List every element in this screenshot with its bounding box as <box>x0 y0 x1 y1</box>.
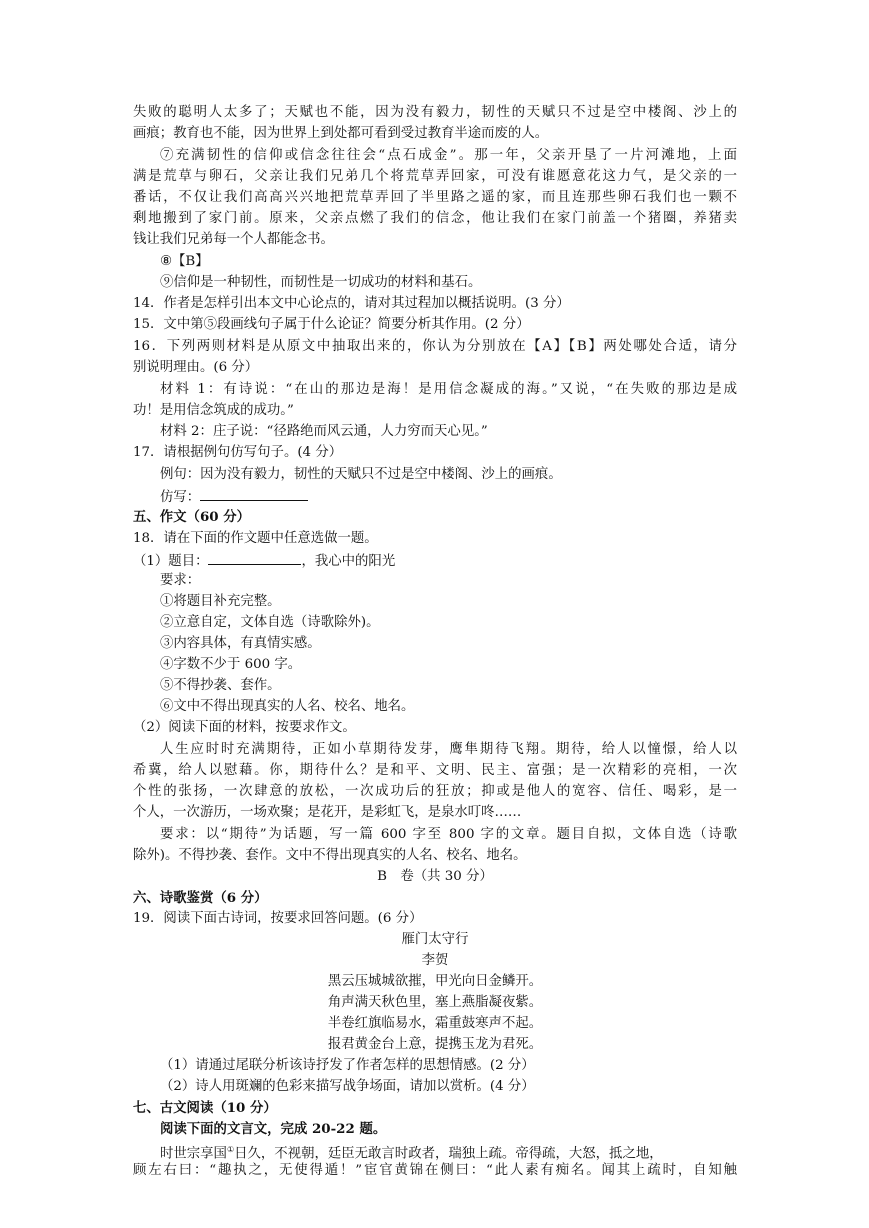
question-19: 19．阅读下面古诗词，按要求回答问题。(6 分） <box>133 911 423 926</box>
requirements-label: 要求： <box>160 573 201 588</box>
topic-2: （2）阅读下面的材料，按要求作文。 <box>133 720 356 735</box>
classical-text-b: 日久，不视朝，廷臣无敢言时政者，瑞独上疏。帝得疏，大怒，抵之地， <box>234 1146 663 1162</box>
section-heading-classical: 七、古文阅读（10 分） <box>133 1100 277 1116</box>
composition-material-line: 希冀，给人以慰藉。你，期待什么？是和平、文明、民主、富强；是一次精彩的亮相，一次 <box>133 763 737 778</box>
composition-requirement: 要求：以“期待”为话题，写一篇 600 字至 800 字的文章。题目自拟，文体自选（诗歌 <box>160 827 737 842</box>
topic-1-suffix: ，我心中的阳光 <box>301 554 396 569</box>
section-heading-poetry: 六、诗歌鉴赏（6 分） <box>133 890 268 906</box>
requirement-item: ④字数不少于 600 字。 <box>160 657 302 672</box>
paragraph-7-line: 番话，不仅让我们高高兴兴地把荒草弄回了半里路之遥的家，而且连那些卵石我们也一颗不 <box>133 190 737 205</box>
imitate-answer-blank[interactable] <box>200 486 308 501</box>
composition-requirement-line: 除外)。不得抄袭、套作。文中不得出现真实的人名、校名、地名。 <box>133 848 527 863</box>
poem-title: 雁门太守行 <box>401 932 469 947</box>
material-2: 材料 2：庄子说：“径路绝而风云通，人力穷而天心见。” <box>160 424 488 439</box>
paragraph-9: ⑨信仰是一种韧性，而韧性是一切成功的材料和基石。 <box>160 275 482 290</box>
poem-line: 黑云压城城欲摧，甲光向日金鳞开。 <box>327 974 543 989</box>
paragraph-7: ⑦充满韧性的信仰或信念往往会“点石成金”。那一年，父亲开垦了一片河滩地，上面 <box>160 148 737 163</box>
requirement-item: ⑥文中不得出现真实的人名、校名、地名。 <box>160 699 415 714</box>
footnote-marker: ① <box>226 1145 235 1154</box>
question-16-line: 别说明理由。(6 分） <box>133 360 259 375</box>
paragraph-7-line: 钱让我们兄弟每一个人都能念书。 <box>133 232 334 247</box>
imitate-line <box>160 486 308 508</box>
requirement-item: ②立意自定，文体自选（诗歌除外)。 <box>160 615 380 630</box>
topic-1 <box>133 550 395 572</box>
topic-1-prefix: （1）题目： <box>133 554 209 569</box>
requirement-item: ③内容具体，有真情实感。 <box>160 636 321 651</box>
paragraph-8-placeholder: ⑧【B】 <box>160 254 209 269</box>
classical-text-a: 时世宗享国 <box>160 1146 227 1162</box>
composition-material-line: 个人，一次游历，一场欢聚；是花开，是彩虹飞，是泉水叮咚…… <box>133 805 522 820</box>
composition-material: 人生应时时充满期待，正如小草期待发芽，鹰隼期待飞翔。期待，给人以憧憬，给人以 <box>160 742 737 757</box>
section-heading-composition: 五、作文（60 分） <box>133 509 251 525</box>
paragraph-7-line: 剩地搬到了家门前。原来，父亲点燃了我们的信念，他让我们在家门前盖一个猪圈，养猪卖 <box>133 211 737 226</box>
poem-line: 半卷红旗临易水，霜重鼓寒声不起。 <box>327 1016 543 1031</box>
section-b-title: B 卷（共 30 分） <box>377 869 493 884</box>
sub-question-2: （2）诗人用斑斓的色彩来描写战争场面，请加以赏析。(4 分） <box>160 1079 535 1094</box>
poem-line: 角声满天秋色里，塞上燕脂凝夜紫。 <box>327 995 543 1010</box>
question-16: 16．下列两则材料是从原文中抽取出来的，你认为分别放在【A】【B】两处哪处合适，请分 <box>133 339 737 354</box>
question-14: 14．作者是怎样引出本文中心论点的，请对其过程加以概括说明。(3 分） <box>133 296 570 311</box>
poem-author: 李贺 <box>421 953 449 968</box>
requirement-item: ①将题目补充完整。 <box>160 594 281 609</box>
question-15: 15．文中第⑤段画线句子属于什么论证？简要分析其作用。(2 分） <box>133 317 530 332</box>
classical-text-line: 顾左右曰：“趣执之，无使得遁！”宦官黄锦在侧曰：“此人素有痴名。闻其上疏时，自知触 <box>133 1163 737 1178</box>
question-18: 18．请在下面的作文题中任意选做一题。 <box>133 531 378 546</box>
poem-line: 报君黄金台上意，提携玉龙为君死。 <box>327 1037 543 1052</box>
material-1-line: 功！是用信念筑成的成功。” <box>133 403 294 418</box>
requirement-item: ⑤不得抄袭、套作。 <box>160 678 281 693</box>
example-sentence: 例句：因为没有毅力，韧性的天赋只不过是空中楼阁、沙上的画痕。 <box>160 467 562 482</box>
material-1: 材料 1：有诗说：“在山的那边是海！是用信念凝成的海。”又说，“在失败的那边是成 <box>160 382 737 397</box>
passage-line: 画痕；教育也不能，因为世界上到处都可看到受过教育半途而废的人。 <box>133 126 549 141</box>
composition-material-line: 个性的张扬，一次肆意的放松，一次成功后的狂放；抑或是他人的宽容、信任、喝彩，是一 <box>133 784 737 799</box>
topic-blank[interactable] <box>208 550 301 565</box>
paragraph-7-line: 满是荒草与卵石，父亲让我们兄弟几个将荒草弄回家，可没有谁愿意花这力气，是父亲的一 <box>133 169 737 184</box>
classical-instruction: 阅读下面的文言文，完成 20-22 题。 <box>160 1121 387 1137</box>
passage-line: 失败的聪明人太多了；天赋也不能，因为没有毅力，韧性的天赋只不过是空中楼阁、沙上的 <box>133 105 737 120</box>
imitate-label: 仿写： <box>160 490 201 505</box>
question-17: 17．请根据例句仿写句子。(4 分） <box>133 445 343 460</box>
sub-question-1: （1）请通过尾联分析该诗抒发了作者怎样的思想情感。(2 分） <box>160 1058 535 1073</box>
